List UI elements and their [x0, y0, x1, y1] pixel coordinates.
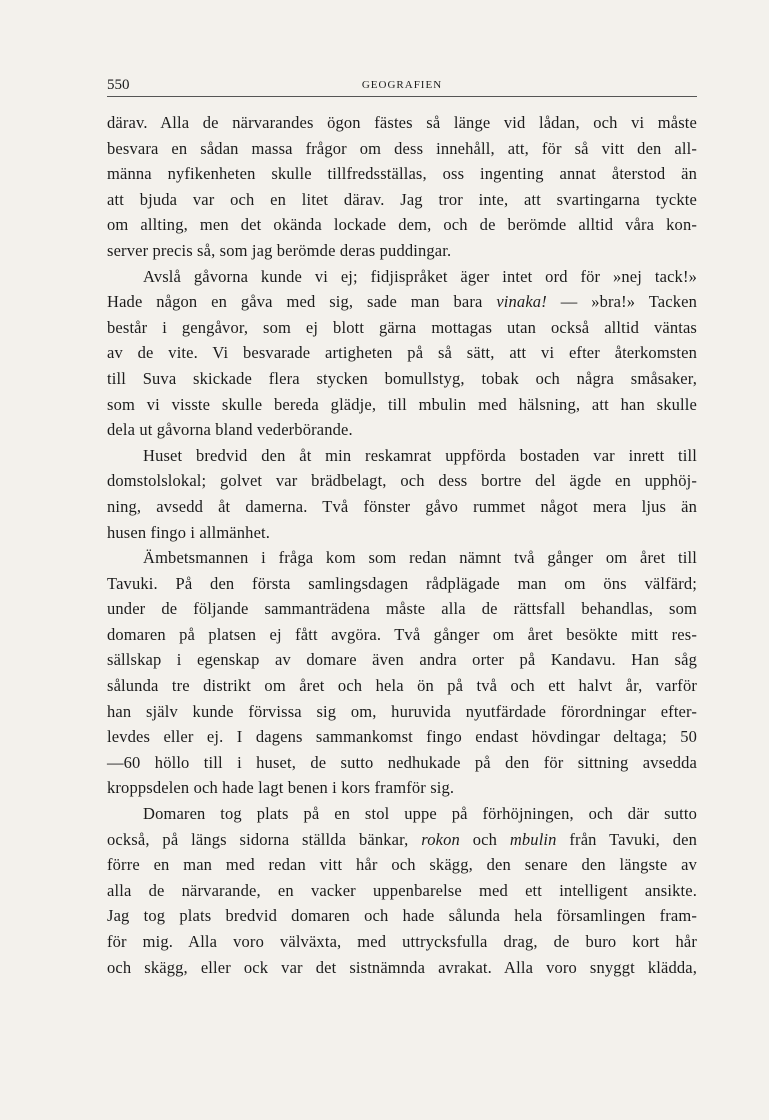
- text-line: och skägg, eller ock var det sistnämnda avrakat. Alla voro snyggt klädda,: [107, 957, 697, 977]
- italic-word: vinaka!: [496, 292, 547, 312]
- text-line: förre en man med redan vitt hår och skägg, den senare den längste av: [107, 855, 697, 875]
- text-line: som vi visste skulle bereda glädje, till mbulin med hälsning, att han skulle: [107, 394, 697, 414]
- text-line: ning, avsedd åt damerna. Två fönster gåvo rummet något mera ljus än: [107, 496, 697, 516]
- text-line: av de vite. Vi besvarade artigheten på så sätt, att vi efter återkomsten: [107, 343, 697, 363]
- running-head: GEOGRAFIEN: [361, 79, 443, 91]
- text-line: om allting, men det okända lockade dem, och de berömde alltid våra kon-: [107, 215, 697, 235]
- text-line: sällskap i egenskap av domare även andra orter på Kandavu. Han såg: [107, 650, 697, 670]
- body-text: [107, 110, 697, 980]
- page-header: [107, 74, 697, 97]
- text-line: Ämbetsmannen i fråga kom som redan nämnt två gånger om året till: [143, 548, 697, 568]
- text-line: husen fingo i allmänhet.: [107, 522, 271, 542]
- text-line: männa nyfikenheten skulle tillfredsställas, oss ingenting annat återstod än: [107, 164, 697, 184]
- text-line: består i gengåvor, som ej blott gärna mottagas utan också alltid väntas: [107, 317, 697, 337]
- text-line: levdes eller ej. I dagens sammankomst fingo endast hövdingar deltaga; 50: [107, 727, 697, 747]
- text-line: sålunda tre distrikt om året och hela ön på två och ett halvt år, varför: [107, 676, 697, 696]
- text-run: Hade någon en gåva med sig, sade man bara: [107, 292, 497, 312]
- text-line: Domaren tog plats på en stol uppe på förhöjningen, och där sutto: [143, 804, 697, 824]
- text-run: och: [459, 829, 510, 849]
- text-line: därav. Alla de närvarandes ögon fästes så länge vid lådan, och vi måste: [107, 113, 697, 132]
- text-line: besvara en sådan massa frågor om dess innehåll, att, för så vitt den all-: [107, 138, 697, 158]
- text-line: Huset bredvid den åt min reskamrat uppförda bostaden var inrett till: [143, 445, 697, 465]
- page-number: 550: [107, 77, 130, 93]
- text-line: till Suva skickade flera stycken bomullstyg, tobak och några småsaker,: [107, 368, 697, 388]
- text-line: dela ut gåvorna bland vederbörande.: [107, 420, 353, 440]
- text-line: [107, 827, 697, 853]
- italic-word: rokon: [421, 829, 460, 849]
- text-line: —60 höllo till i huset, de sutto nedhukade på den för sittning avsedda: [107, 752, 697, 772]
- text-line: Avslå gåvorna kunde vi ej; fidjispråket äger intet ord för »nej tack!»: [143, 266, 697, 286]
- text-run: från Tavuki, den: [556, 829, 697, 849]
- italic-word: mbulin: [509, 829, 557, 849]
- text-run: också, på längs sidorna ställda bänkar,: [107, 829, 422, 849]
- text-line: alla de närvarande, en vacker uppenbarelse med ett intelligent ansikte.: [107, 880, 697, 900]
- text-line: kroppsdelen och hade lagt benen i kors framför sig.: [107, 778, 455, 798]
- text-line: att bjuda var och en litet därav. Jag tror inte, att svartingarna tyckte: [107, 189, 697, 209]
- text-line: för mig. Alla voro välväxta, med uttrycksfulla drag, de buro kort hår: [107, 932, 697, 951]
- text-line: server precis så, som jag berömde deras puddingar.: [107, 240, 452, 260]
- text-line: Tavuki. På den första samlingsdagen rådplägade man om öns välfärd;: [107, 573, 697, 593]
- text-line: Jag tog plats bredvid domaren och hade sålunda hela församlingen fram-: [107, 906, 697, 926]
- text-line: domstolslokal; golvet var brädbelagt, och dess bortre del ägde en upphöj-: [107, 471, 697, 491]
- text-line: domaren på platsen ej fått avgöra. Två gånger om året besökte mitt res-: [107, 624, 697, 644]
- text-line: han själv kunde förvissa sig om, huruvida nyutfärdade förordningar efter-: [107, 701, 697, 721]
- text-run: — »bra!» Tacken: [546, 292, 698, 312]
- text-line: [107, 289, 697, 315]
- text-line: under de följande sammanträdena måste alla de rättsfall behandlas, som: [107, 599, 697, 619]
